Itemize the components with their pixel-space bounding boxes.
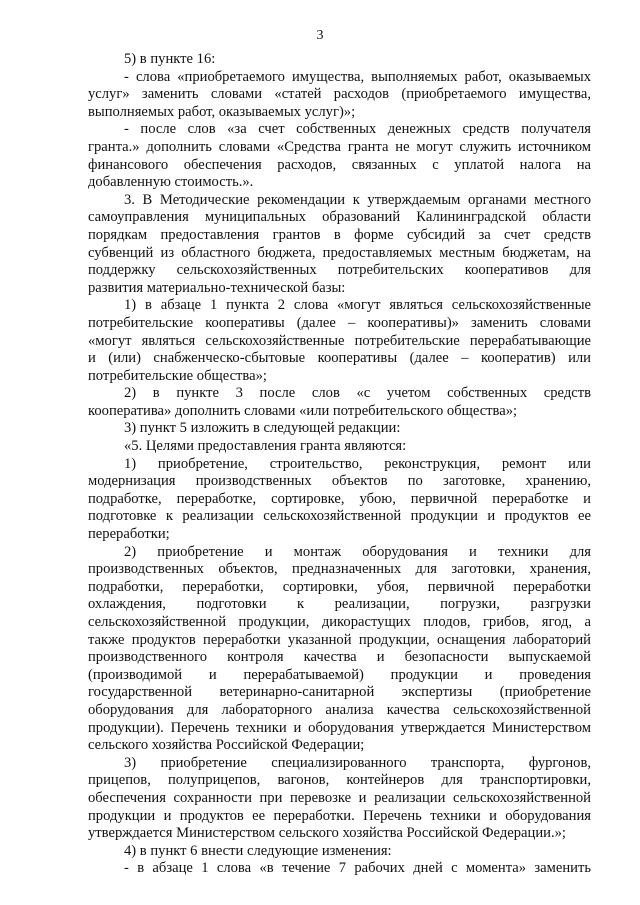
text-line: - после слов «за счет собственных денежных средств получателя: [124, 121, 591, 138]
text-line: 3) приобретение специализированного транспорта, фургонов,: [124, 754, 591, 771]
text-line: обеспечения сохранности при перевозке и реализации сельскохозяйственной: [88, 789, 591, 806]
text-line: «5. Целями предоставления гранта являются:: [124, 438, 407, 455]
text-line: поддержку сельскохозяйственных потребительских кооперативов для: [88, 262, 591, 279]
text-line: 1) в абзаце 1 пункта 2 слова «могут являться сельскохозяйственные: [124, 297, 591, 314]
text-line: 1) приобретение, строительство, реконструкция, ремонт или: [124, 455, 591, 472]
text-line: потребительские общества»;: [88, 367, 267, 384]
page-number: 3: [316, 28, 324, 43]
text-line: услуг» заменить словами «статей расходов (приобретаемого имущества,: [88, 86, 591, 103]
text-line: самоуправления муниципальных образований Калининградской области: [88, 209, 591, 226]
text-line: (производимой и перерабатываемой) продукции и проведения: [88, 666, 591, 683]
text-line: производственных объектов, предназначенных для заготовки, хранения,: [88, 561, 591, 578]
text-line: также продуктов переработки указанной продукции, оснащения лабораторий: [88, 631, 591, 648]
text-line: подработке, переработке, сортировке, убою, первичной переработке и: [88, 490, 591, 507]
text-line: и (или) снабженческо-сбытовые кооперативы (далее – кооператив) или: [88, 350, 591, 367]
text-line: 2) приобретение и монтаж оборудования и техники для: [124, 543, 591, 560]
text-line: субвенций из областного бюджета, предоставляемых местным бюджетам, на: [88, 244, 591, 261]
text-line: подготовке к реализации сельскохозяйственной продукции и продуктов ее: [88, 508, 591, 525]
text-line: оборудования для лабораторного анализа качества сельскохозяйственной: [88, 701, 591, 718]
text-line: добавленную стоимость.».: [88, 174, 254, 191]
text-line: модернизация производственных объектов по заготовке, хранению,: [88, 473, 591, 490]
text-line: 4) в пункт 6 внести следующие изменения:: [124, 842, 392, 859]
text-line: подработки, переработки, сортировки, убоя, первичной переработки: [88, 578, 591, 595]
text-line: сельскохозяйственной продукции, дикорастущих плодов, грибов, ягод, а: [88, 614, 591, 630]
text-line: 5) в пункте 16:: [124, 51, 216, 67]
text-line: продукции и продуктов ее переработки. Перечень техники и оборудования: [88, 807, 591, 824]
text-line: - в абзаце 1 слова «в течение 7 рабочих дней с момента» заменить: [124, 860, 591, 877]
text-line: сельского хозяйства Российской Федерации;: [88, 737, 365, 754]
text-line: кооператива» дополнить словами «или потребительского общества»;: [88, 402, 518, 419]
text-line: продукции). Перечень техники и оборудования утверждается Министерством: [88, 719, 591, 736]
text-line: утверждается Министерством сельского хозяйства Российской Федерации.»;: [88, 825, 566, 842]
text-line: охлаждения, подготовки к реализации, погрузки, разгрузки: [88, 596, 591, 613]
text-line: выполняемых работ, оказываемых услуг)»;: [88, 103, 356, 120]
text-line: порядкам предоставления грантов в форме субсидий за счет средств: [88, 226, 591, 243]
text-line: развития материально-технической базы:: [88, 279, 346, 296]
text-line: финансового обеспечения расходов, связанных с уплатой налога на: [88, 156, 591, 173]
document-body: [88, 51, 591, 878]
text-line: производственного контроля качества и безопасности выпускаемой: [88, 649, 591, 666]
text-line: 3) пункт 5 изложить в следующей редакции:: [124, 420, 401, 437]
text-line: прицепов, полуприцепов, вагонов, контейнеров для транспортировки,: [88, 772, 591, 789]
text-line: гранта.» дополнить словами «Средства гранта не могут служить источником: [88, 138, 591, 155]
text-line: 2) в пункте 3 после слов «с учетом собственных средств: [124, 385, 591, 402]
text-line: переработки;: [88, 526, 170, 543]
text-line: - слова «приобретаемого имущества, выполняемых работ, оказываемых: [124, 68, 591, 85]
text-line: «могут являться сельскохозяйственные потребительские перерабатывающие: [88, 332, 591, 349]
text-line: государственной ветеринарно-санитарной экспертизы (приобретение: [88, 684, 591, 701]
text-line: потребительские кооперативы (далее – кооперативы)» заменить словами: [88, 314, 591, 331]
text-line: 3. В Методические рекомендации к утверждаемым органами местного: [124, 191, 591, 208]
